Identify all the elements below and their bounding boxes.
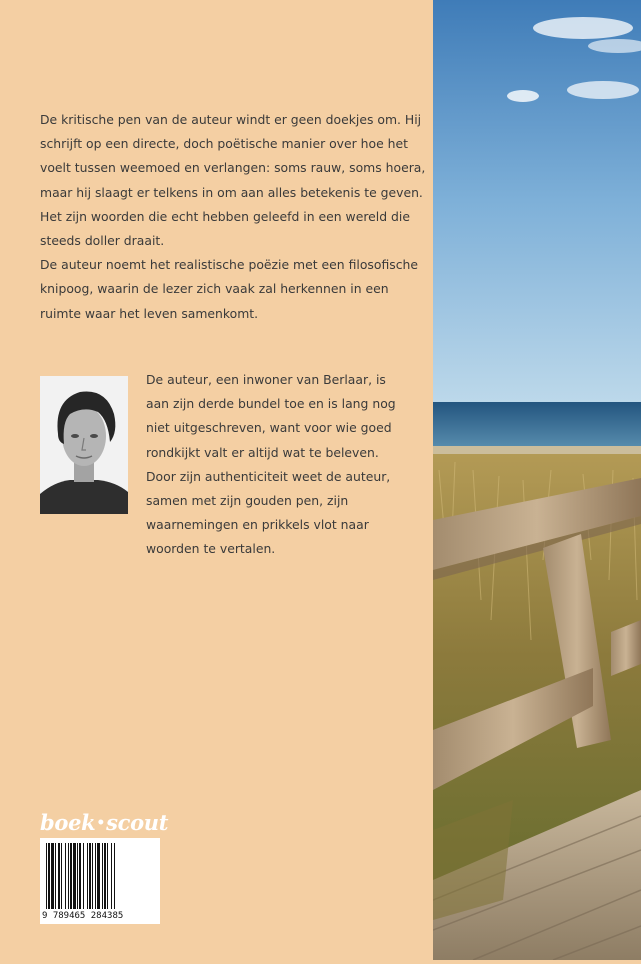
- barcode-bar: [48, 843, 50, 909]
- bio-line: Door zijn authenticiteit weet de auteur,: [146, 468, 391, 484]
- publisher-logo-part1: boek: [40, 810, 96, 835]
- back-cover-blurb: [40, 108, 426, 326]
- barcode-bar: [102, 843, 103, 909]
- bio-line: rondkijkt valt er altijd wat te beleven.: [146, 444, 379, 460]
- blurb-line: voelt tussen weemoed en verlangen: soms rauw, soms hoera,: [40, 160, 426, 176]
- isbn-barcode: [40, 838, 160, 924]
- blurb-line: De auteur noemt het realistische poëzie met een filosofische: [40, 257, 418, 273]
- barcode-bar: [46, 843, 47, 909]
- barcode-bar: [97, 843, 100, 909]
- barcode-bar: [89, 843, 91, 909]
- isbn-digits: 9 789465 284385: [42, 911, 124, 921]
- bio-line: aan zijn derde bundel toe en is lang nog: [146, 396, 396, 412]
- barcode-bar: [83, 843, 84, 909]
- blurb-line: knipoog, waarin de lezer zich vaak zal herkennen in een: [40, 281, 389, 297]
- barcode-bar: [55, 843, 56, 909]
- blurb-line: ruimte waar het leven samenkomt.: [40, 305, 259, 321]
- blurb-line: De kritische pen van de auteur windt er geen doekjes om. Hij: [40, 112, 422, 127]
- barcode-bar: [114, 843, 115, 909]
- author-portrait: [40, 376, 128, 514]
- publisher-logo-part2: scout: [106, 810, 169, 835]
- barcode-bar: [79, 843, 81, 909]
- barcode-bar: [111, 843, 112, 909]
- bio-line: woorden te vertalen.: [146, 541, 276, 557]
- barcode-bar: [107, 843, 108, 909]
- barcode-bar: [70, 843, 72, 909]
- blurb-line: maar hij slaagt er telkens in om aan alles betekenis te geven.: [40, 184, 423, 200]
- barcode-bar: [73, 843, 76, 909]
- author-bio: [146, 368, 416, 562]
- barcode-bar: [92, 843, 93, 909]
- blurb-line: schrijft op een directe, doch poëtische manier over hoe het: [40, 136, 409, 152]
- beach-boardwalk-photo: [433, 0, 641, 960]
- bio-line: samen met zijn gouden pen, zijn: [146, 493, 349, 509]
- barcode-bar: [87, 843, 88, 909]
- barcode-bar: [77, 843, 78, 909]
- barcode-bar: [95, 843, 96, 909]
- barcode-bar: [104, 843, 106, 909]
- bio-line: waarnemingen en prikkels vlot naar: [146, 517, 369, 533]
- barcode-bar: [68, 843, 69, 909]
- blurb-line: steeds doller draait.: [40, 233, 165, 249]
- barcode-bar: [61, 843, 62, 909]
- publisher-logo-dot: •: [96, 815, 106, 831]
- barcode-bar: [51, 843, 54, 909]
- publisher-logo: [40, 810, 168, 835]
- barcode-bar: [58, 843, 60, 909]
- blurb-line: Het zijn woorden die echt hebben geleefd in een wereld die: [40, 208, 410, 224]
- barcode-bar: [65, 843, 66, 909]
- bio-line: niet uitgeschreven, want voor wie goed: [146, 420, 392, 436]
- bio-line: De auteur, een inwoner van Berlaar, is: [146, 372, 386, 387]
